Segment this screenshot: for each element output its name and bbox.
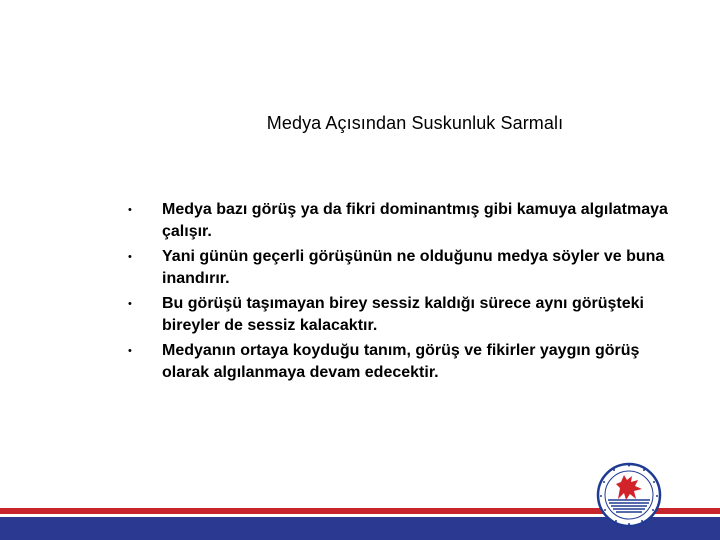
bullet-dot-icon: • — [128, 345, 132, 357]
bullet-item — [128, 199, 668, 243]
bullet-item — [128, 293, 668, 337]
bullet-text: Medya bazı görüş ya da fikri dominantmış gibi kamuya algılatmaya çalışır. — [162, 201, 668, 240]
bullet-text: Bu görüşü taşımayan birey sessiz kaldığı sürece aynı görüşteki bireyler de sessiz kalacaktır. — [162, 295, 644, 334]
bullet-item — [128, 340, 668, 384]
slide-title: Medya Açısından Suskunluk Sarmalı — [266, 113, 564, 133]
bullet-dot-icon: • — [128, 204, 132, 216]
bullet-dot-icon: • — [128, 298, 132, 310]
university-seal-icon — [596, 462, 662, 528]
bullet-item — [128, 246, 668, 290]
bullet-text: Yani günün geçerli görüşünün ne olduğunu medya söyler ve buna inandırır. — [162, 248, 665, 287]
bullet-text: Medyanın ortaya koyduğu tanım, görüş ve fikirler yaygın görüş olarak algılanmaya devam edecektir. — [162, 342, 640, 381]
bullet-dot-icon: • — [128, 251, 132, 263]
bullet-list — [128, 199, 668, 387]
